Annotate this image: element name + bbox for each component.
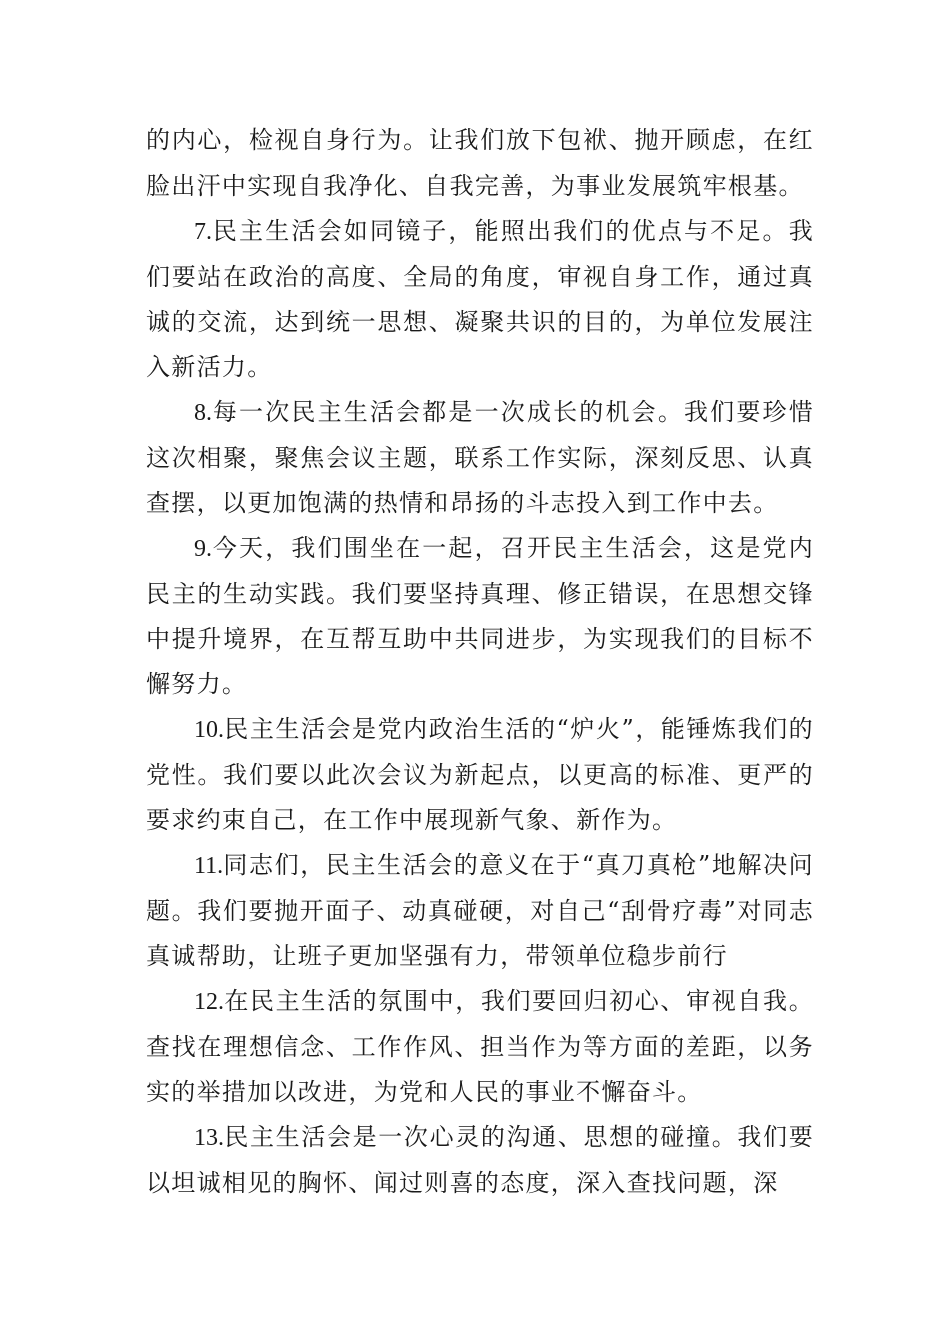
paragraph-number: 9. xyxy=(194,536,212,562)
paragraph-13 xyxy=(146,1115,814,1206)
paragraph-text: 民主生活会如同镜子，能照出我们的优点与不足。我们要站在政治的高度、全局的角度，审视自身工作，通过真诚的交流，达到统一思想、凝聚共识的目的，为单位发展注入新活力。 xyxy=(146,217,814,381)
paragraph-text: 在民主生活的氛围中，我们要回归初心、审视自我。查找在理想信念、工作作风、担当作为等方面的差距，以务实的举措加以改进，为党和人民的事业不懈奋斗。 xyxy=(146,987,814,1106)
paragraph-number: 13. xyxy=(194,1125,224,1151)
paragraph-text: 民主生活会是一次心灵的沟通、思想的碰撞。我们要以坦诚相见的胸怀、闻过则喜的态度，深入查找问题，深 xyxy=(146,1123,814,1197)
paragraph-number: 10. xyxy=(194,717,224,743)
paragraph-9 xyxy=(146,526,814,707)
paragraph-10 xyxy=(146,707,814,843)
paragraph-continuation xyxy=(146,118,814,209)
paragraph-7 xyxy=(146,209,814,390)
paragraph-text: 同志们，民主生活会的意义在于“真刀真枪”地解决问题。我们要抛开面子、动真碰硬，对自己“刮骨疗毒”对同志真诚帮助，让班子更加坚强有力，带领单位稳步前行 xyxy=(146,851,814,970)
paragraph-number: 11. xyxy=(194,853,224,879)
paragraph-number: 12. xyxy=(194,989,224,1015)
paragraph-number: 7. xyxy=(194,219,212,245)
paragraph-text: 的内心，检视自身行为。让我们放下包袱、抛开顾虑，在红脸出汗中实现自我净化、自我完善，为事业发展筑牢根基。 xyxy=(146,126,814,200)
paragraph-11 xyxy=(146,843,814,979)
paragraph-number: 8. xyxy=(194,400,212,426)
paragraph-text: 今天，我们围坐在一起，召开民主生活会，这是党内民主的生动实践。我们要坚持真理、修正错误，在思想交锋中提升境界，在互帮互助中共同进步，为实现我们的目标不懈努力。 xyxy=(146,534,814,698)
paragraph-text: 民主生活会是党内政治生活的“炉火”，能锤炼我们的党性。我们要以此次会议为新起点，以更高的标准、更严的要求约束自己，在工作中展现新气象、新作为。 xyxy=(146,715,814,834)
document-body xyxy=(146,118,814,1206)
paragraph-text: 每一次民主生活会都是一次成长的机会。我们要珍惜这次相聚，聚焦会议主题，联系工作实际，深刻反思、认真查摆，以更加饱满的热情和昂扬的斗志投入到工作中去。 xyxy=(146,398,814,517)
paragraph-12 xyxy=(146,979,814,1115)
paragraph-8 xyxy=(146,390,814,526)
